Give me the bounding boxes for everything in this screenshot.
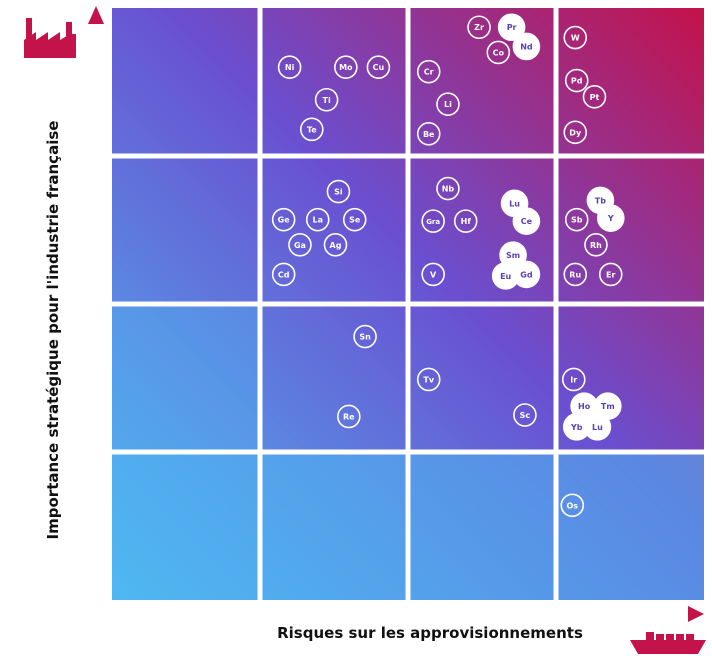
element-label: Cu <box>372 63 385 73</box>
element-label: Rh <box>590 240 602 250</box>
element-label: Ga <box>293 240 306 250</box>
y-axis-arrowhead <box>88 6 104 24</box>
element-label: Ru <box>569 270 582 280</box>
element-label: Pt <box>589 92 600 102</box>
element-label: V <box>430 270 437 280</box>
element-label: Y <box>607 214 614 224</box>
element-label: Li <box>444 100 452 110</box>
element-label: La <box>312 215 323 225</box>
element-label: Co <box>492 48 504 58</box>
element-label: Lu <box>592 422 603 432</box>
element-label: Nd <box>520 42 533 52</box>
element-label: Zr <box>474 23 484 33</box>
element-label: Ge <box>277 215 290 225</box>
element-label: Er <box>606 270 616 280</box>
element-label: Dy <box>569 128 582 138</box>
element-label: Sn <box>359 332 371 342</box>
element-label: Eu <box>500 271 512 281</box>
element-label: Gra <box>426 218 441 227</box>
element-label: Sm <box>506 251 521 261</box>
element-label: Nb <box>441 184 455 194</box>
element-label: Ti <box>322 95 331 105</box>
element-label: Pd <box>570 76 583 86</box>
element-label: Ni <box>284 63 295 73</box>
factory-icon <box>24 18 76 58</box>
element-label: Tv <box>423 375 435 385</box>
x-axis-arrowhead <box>688 606 704 622</box>
element-point-gd <box>513 261 539 287</box>
element-point-nd <box>513 33 539 59</box>
third-row-overlay <box>112 304 260 452</box>
element-label: Re <box>343 412 355 422</box>
element-label: Cr <box>423 67 434 77</box>
y-axis-label: Importance stratégique pour l'industrie française <box>44 120 62 540</box>
element-label: Tm <box>600 402 615 412</box>
element-label: Mo <box>339 63 353 73</box>
element-label: Ir <box>570 375 578 385</box>
x-axis-label: Risques sur les approvisionnements <box>277 624 583 642</box>
element-label: Sc <box>519 411 531 420</box>
element-label: Be <box>422 129 435 139</box>
element-label: Ag <box>329 240 342 250</box>
element-label: Gd <box>520 270 533 280</box>
element-label: Si <box>334 187 343 197</box>
element-point-ce <box>513 208 539 234</box>
element-label: Te <box>306 125 317 135</box>
element-label: Cd <box>277 270 290 280</box>
element-label: Ce <box>520 217 533 227</box>
element-label: Ho <box>578 402 591 412</box>
element-label: Se <box>349 215 361 225</box>
element-label: Yb <box>570 422 583 432</box>
element-label: Tb <box>594 196 606 206</box>
element-point-y <box>598 205 624 231</box>
element-label: Hf <box>460 217 471 227</box>
element-point-lu <box>584 414 610 440</box>
element-label: Os <box>566 501 579 511</box>
element-label: W <box>570 33 580 43</box>
element-label: Pr <box>506 23 517 33</box>
element-label: Lu <box>509 199 520 209</box>
element-label: Sb <box>570 215 583 225</box>
